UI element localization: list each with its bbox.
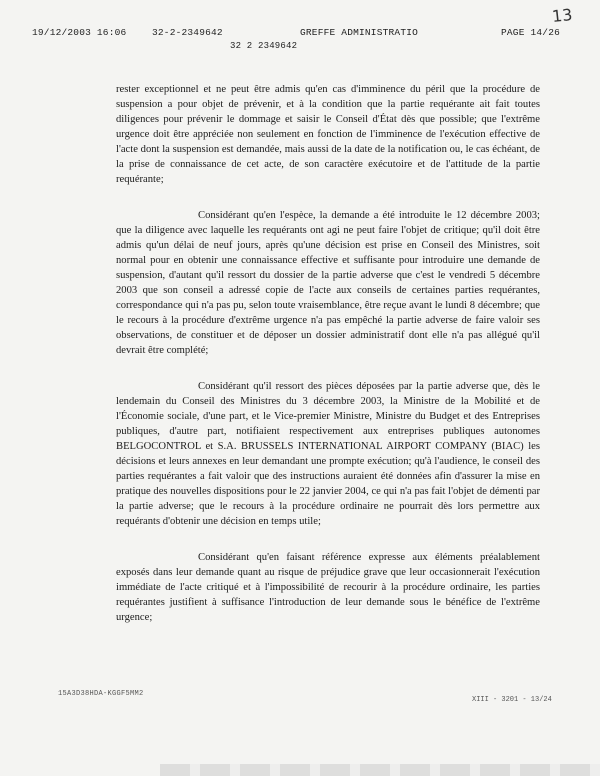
- fax-recipient: GREFFE ADMINISTRATIO: [300, 27, 419, 38]
- fax-datetime: 19/12/2003 16:06: [32, 27, 127, 38]
- paragraph-considerant-notification: Considérant qu'il ressort des pièces déposées par la partie adverse que, dès le lendemain du Conseil des Ministres du 3 décembre 2003, la Ministre de la Mobilité et de l'Économie sociale, d'une part, et le Vice-premier Ministre, Ministre du Budget et des Entreprises publiques, d'autre part, notifiaient respectivement aux entreprises publiques autonomes BELGOCONTROL et S.A. BRUSSELS INTERNATIONAL AIRPORT COMPANY (BIAC) les décisions et leurs annexes en leur demandant une prompte exécution; qu'à l'audience, le conseil des parties requérantes a fait valoir que des instructions auraient été données afin d'assurer la mise en pratique des nouvelles dispositions pour le 22 janvier 2004, ce qui n'a pas fait l'objet de démenti par la partie adverse; que le recours à la procédure ordinaire ne pourrait dès lors permettre aux requérants d'obtenir une décision en temps utile;: [116, 381, 540, 527]
- paragraph-continuation: rester exceptionnel et ne peut être admis qu'en cas d'imminence du péril que la procédure de suspension a pour objet de prévenir, et à la condition que la partie requérante ait fait toutes diligences pour prévenir le dommage et saisir le Conseil d'État dès que possible; que l'extrême urgence doit être appréciée non seulement en fonction de l'imminence de l'exécution effective de l'acte dont la suspension est demandée, mais aussi de la date de la notification ou, le cas échéant, de la prise de connaissance de cet acte, de son caractère exécutoire et de l'attitude de la partie requérante;: [116, 84, 540, 185]
- paragraph-considerant-delay: Considérant qu'en l'espèce, la demande a été introduite le 12 décembre 2003; que la diligence avec laquelle les requérants ont agi ne peut faire l'objet de critique; qu'il doit être admis qu'un délai de neuf jours, après qu'une décision est prise en Conseil des Ministres, soit normal pour en obtenir une connaissance effective et suffisante pour introduire une demande de suspension, d'autant qu'il ressort du dossier de la partie adverse que c'est le vendredi 5 décembre 2003 que son conseil a adressé copie de l'acte aux conseils de certaines parties requérantes, correspondance qui n'a pas pu, selon toute vraisemblance, être reçue avant le lundi 8 décembre; que le recours à la procédure d'extrême urgence n'a pas empêché la partie adverse de faire valoir ses observations, de constituer et de déposer un dossier administratif dont elle n'a pas allégué qu'il devrait être complété;: [116, 210, 540, 356]
- document-body: [116, 82, 540, 646]
- footer-document-code: 15A3D38HDA-KGGF5MM2: [58, 690, 144, 698]
- footer-reference: XIII - 3201 - 13/24: [472, 696, 552, 704]
- fax-page-counter: PAGE 14/26: [501, 27, 561, 38]
- fax-phone-stamp: 32 2 2349642: [230, 41, 298, 51]
- handwritten-page-number: 13: [551, 4, 574, 27]
- fax-sender-phone: 32-2-2349642: [152, 27, 223, 38]
- fax-bottom-artifact: [160, 764, 600, 776]
- paragraph-considerant-prejudice: Considérant qu'en faisant référence expresse aux éléments préalablement exposés dans leur demande quant au risque de préjudice grave que leur occasionnerait l'exécution immédiate de l'acte critiqué et à l'impossibilité de recourir à la procédure ordinaire, les parties requérantes justifient à suffisance l'introduction de leur demande sous le bénéfice de l'extrême urgence;: [116, 552, 540, 623]
- fax-transmission-header: [0, 20, 600, 51]
